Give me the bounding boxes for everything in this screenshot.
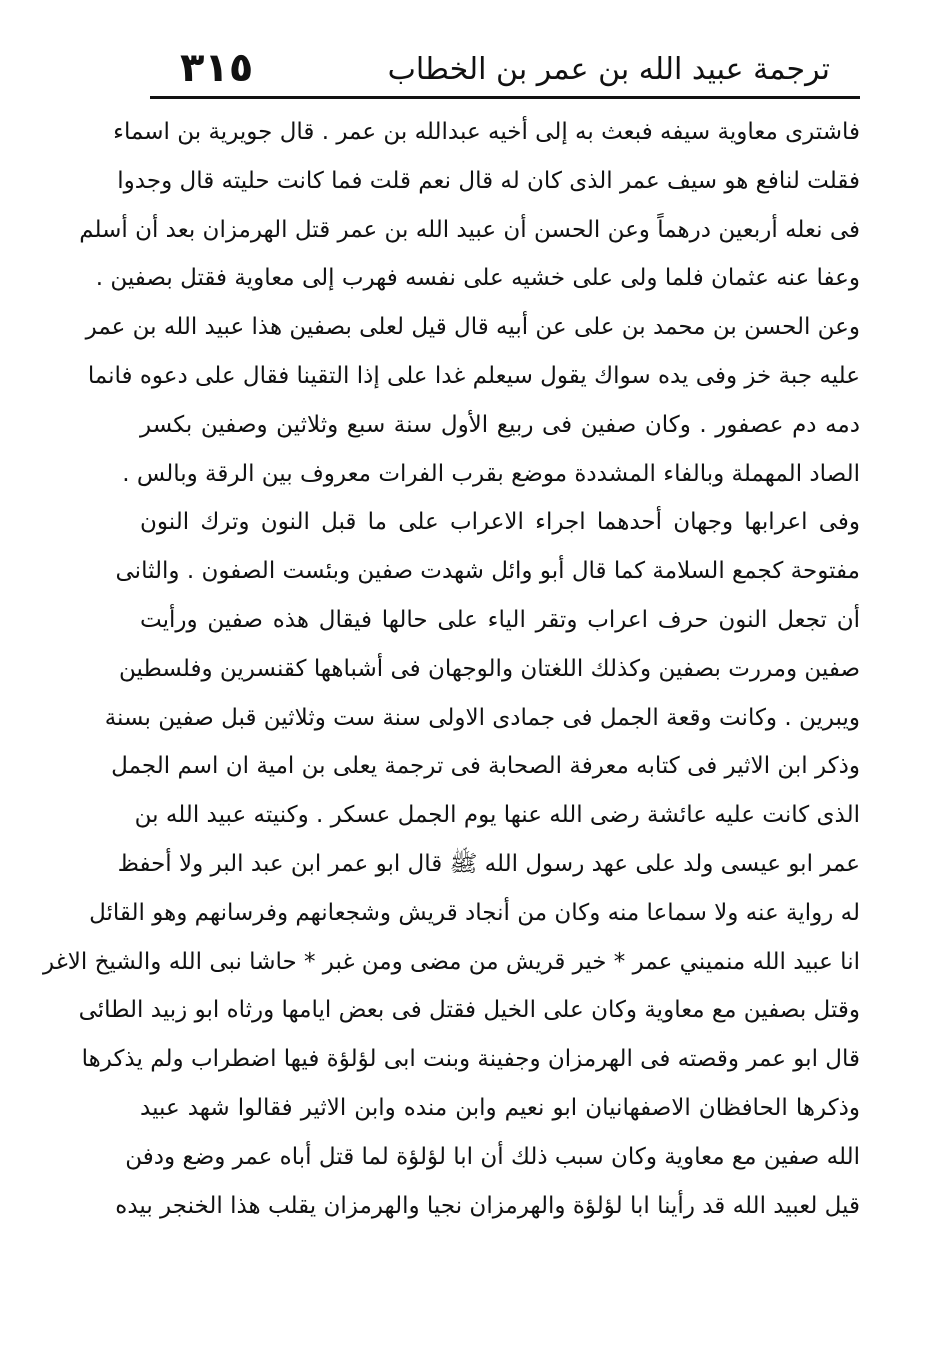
running-header <box>150 40 860 96</box>
text-line-10: مفتوحة كجمع السلامة كما قال أبو وائل شهدت صفين وبئست الصفون . والثانى <box>115 558 860 585</box>
text-line-21: وذكرها الحافظان الاصفهانيان ابو نعيم وابن منده وابن الاثير فقالوا شهد عبيد <box>140 1094 860 1121</box>
text-line-14: وذكر ابن الاثير فى كتابه معرفة الصحابة فى ترجمة يعلى بن امية ان اسم الجمل <box>111 753 860 780</box>
page-number: ٣١٥ <box>180 45 254 91</box>
text-line-19: وقتل بصفين مع معاوية وكان على الخيل فقتل فى بعض ايامها ورثاه ابو زبيد الطائى <box>78 997 860 1024</box>
text-line-7: دمه دم عصفور . وكان صفين فى ربيع الأول سنة سبع وثلاثين وصفين بكسر <box>140 411 860 438</box>
text-line-20: قال ابو عمر وقصته فى الهرمزان وجفينة وبنت ابى لؤلؤة فيها اضطراب ولم يذكرها <box>81 1046 860 1073</box>
header-divider <box>150 96 860 99</box>
text-line-4: وعفا عنه عثمان فلما ولى على خشيه على نفسه فهرب إلى معاوية فقتل بصفين . <box>95 265 860 292</box>
text-line-6: عليه جبة خز وفى يده سواك يقول سيعلم غدا على إذا التقينا فقال على دعوه فانما <box>87 362 860 389</box>
text-line-12: صفين ومررت بصفين وكذلك اللغتان والوجهان فى أشباهها كقنسرين وفلسطين <box>119 655 860 682</box>
text-line-18: انا عبيد الله منميني عمر * خير قريش من مضى ومن غبر * حاشا نبى الله والشيخ الاغر <box>43 948 860 975</box>
text-line-8: الصاد المهملة وبالفاء المشددة موضع بقرب الفرات معروف بين الرقة وبالس . <box>122 460 860 487</box>
body-text <box>43 108 860 1230</box>
text-line-11: أن تجعل النون حرف اعراب وتقر الياء على حالها فيقال هذه صفين ورأيت <box>140 606 860 633</box>
text-line-9: وفى اعرابها وجهان أحدهما اجراء الاعراب على ما قبل النون وترك النون <box>140 509 860 536</box>
text-line-3: فى نعله أربعين درهماً وعن الحسن أن عبيد الله بن عمر قتل الهرمزان بعد أن أسلم <box>79 216 860 243</box>
text-line-5: وعن الحسن بن محمد بن على عن أبيه قال قيل لعلى بصفين هذا عبيد الله بن عمر <box>85 314 860 341</box>
text-line-13: ويبرين . وكانت وقعة الجمل فى جمادى الاولى سنة ست وثلاثين قبل صفين بسنة <box>104 704 860 731</box>
text-line-15: الذى كانت عليه عائشة رضى الله عنها يوم الجمل عسكر . وكنيته عبيد الله بن <box>134 802 860 829</box>
text-line-22: الله صفين مع معاوية وكان سبب ذلك أن ابا لؤلؤة لما قتل أباه عمر وضع ودفن <box>125 1143 860 1170</box>
text-line-16: عمر ابو عيسى ولد على عهد رسول الله ﷺ قال ابو عمر ابن عبد البر ولا أحفظ <box>117 850 860 877</box>
text-line-17: له رواية عنه ولا سماعا منه وكان من أنجاد قريش وشجعانهم وفرسانهم وهو القائل <box>89 899 860 926</box>
text-line-23: قيل لعبيد الله قد رأينا ابا لؤلؤة والهرمزان نجيا والهرمزان يقلب هذا الخنجر بيده <box>115 1192 860 1219</box>
text-line-1: فاشترى معاوية سيفه فبعث به إلى أخيه عبدالله بن عمر . قال جويرية بن اسماء <box>113 119 860 145</box>
chapter-title: ترجمة عبيد الله بن عمر بن الخطاب <box>387 52 830 87</box>
text-line-2: فقلت لنافع هو سيف عمر الذى كان له قال نعم قلت فما كانت حليته قال وجدوا <box>117 167 860 194</box>
